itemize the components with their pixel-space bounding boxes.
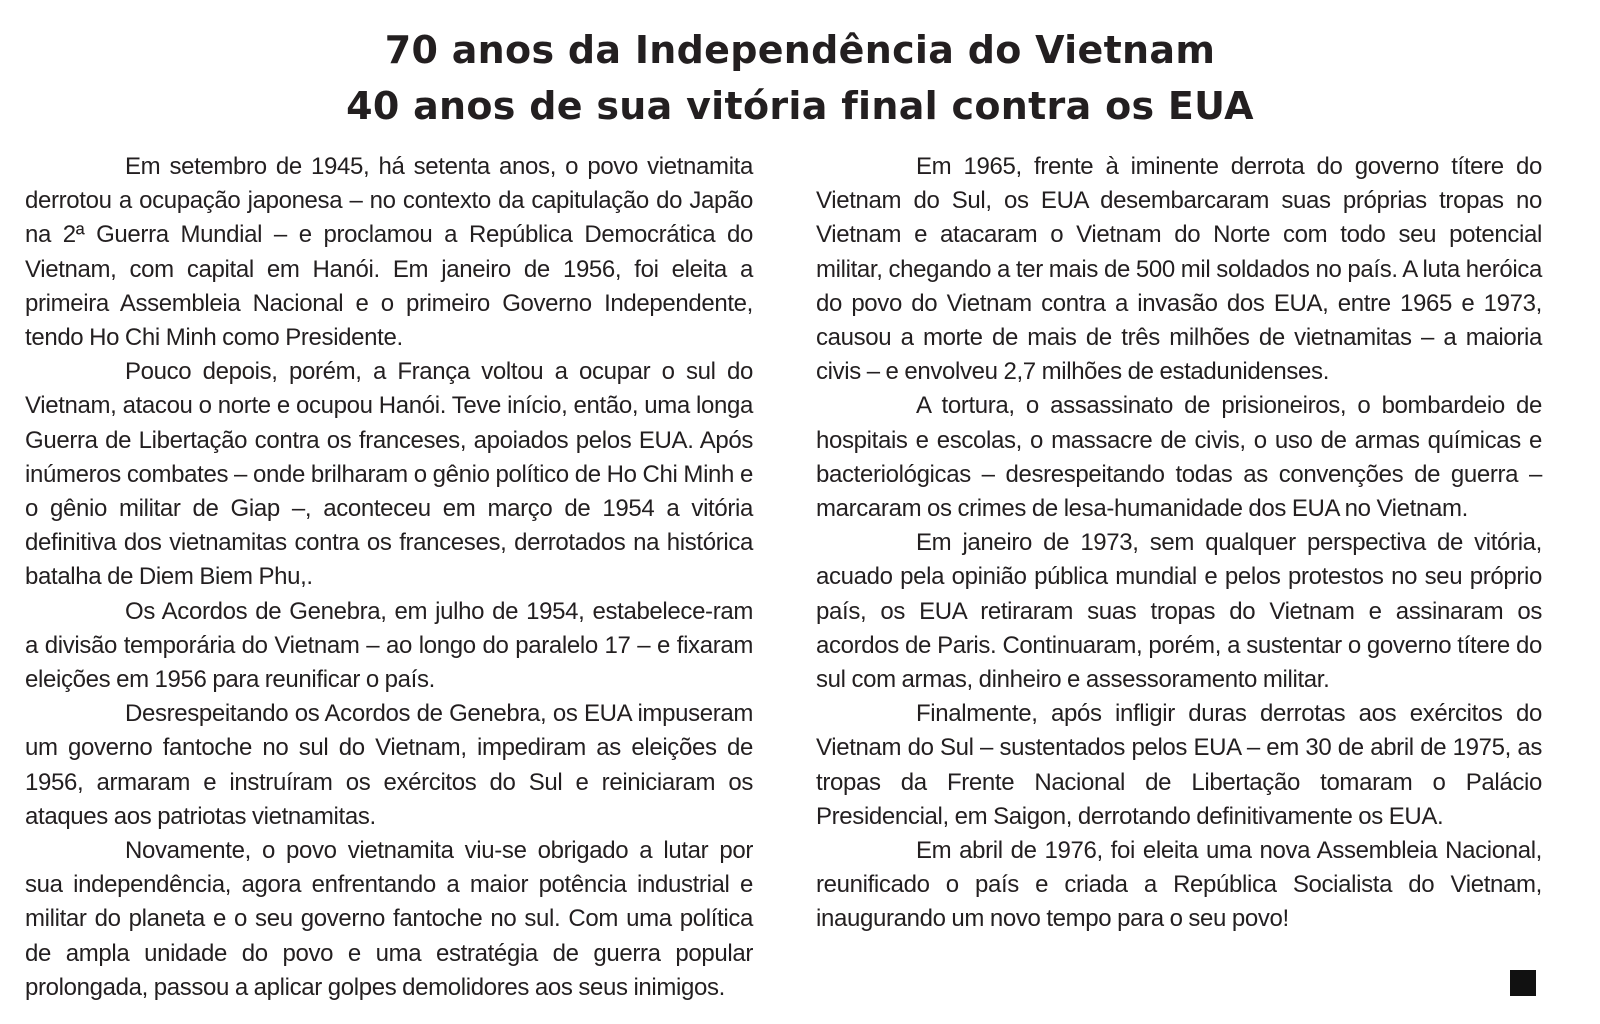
paragraph: Em setembro de 1945, há setenta anos, o povo vietnamita derrotou a ocupação japonesa – no contexto da capitulação do Japão na 2ª Guerra Mundial – e proclamou a República Democrática do Vietnam, com capital em Hanói. Em janeiro de 1956, foi eleita a primeira Assembleia Nacional e o primeiro Governo Independente, tendo Ho Chi Minh como Presidente. bbox=[25, 153, 753, 352]
paragraph: Finalmente, após infligir duras derrotas aos exércitos do Vietnam do Sul – sustentados pelos EUA – em 30 de abril de 1975, as tropas da Frente Nacional de Libertação tomaram o Palácio Presidencial, em Saigon, derrotando definitivamente os EUA. bbox=[816, 700, 1542, 830]
right-column bbox=[816, 150, 1542, 937]
paragraph: Pouco depois, porém, a França voltou a ocupar o sul do Vietnam, atacou o norte e ocupou Hanói. Teve início, então, uma longa Guerra de Libertação contra os franceses, apoiados pelos EUA. Após inúmeros combates – onde brilharam o gênio político de Ho Chi Minh e o gênio militar de Giap –, aconteceu em março de 1954 a vitória definitiva dos vietnamitas contra os franceses, derrotados na histórica batalha de Diem Biem Phu,. bbox=[25, 358, 753, 591]
paragraph: Os Acordos de Genebra, em julho de 1954, estabelece-ram a divisão temporária do Vietnam – ao longo do paralelo 17 – e fixaram eleições em 1956 para reunificar o país. bbox=[25, 597, 753, 694]
left-column bbox=[25, 150, 753, 1005]
paragraph: Desrespeitando os Acordos de Genebra, os EUA impuseram um governo fantoche no sul do Vietnam, impediram as eleições de 1956, armaram e instruíram os exércitos do Sul e reiniciaram os ataques aos patriotas vietnamitas. bbox=[25, 700, 753, 830]
paragraph: A tortura, o assassinato de prisioneiros, o bombardeio de hospitais e escolas, o massacre de civis, o uso de armas químicas e bacteriológicas – desrespeitando todas as convenções de guerra – marcaram os crimes de lesa-humanidade dos EUA no Vietnam. bbox=[816, 392, 1542, 523]
title-line-1: 70 anos da Independência do Vietnam bbox=[384, 28, 1216, 72]
end-of-article-mark bbox=[1510, 970, 1536, 996]
paragraph: Novamente, o povo vietnamita viu-se obrigado a lutar por sua independência, agora enfrentando a maior potência industrial e militar do planeta e o seu governo fantoche no sul. Com uma política de ampla unidade do povo e uma estratégia de guerra popular prolongada, passou a aplicar golpes demolidores aos seus inimigos. bbox=[25, 837, 753, 1001]
paragraph: Em janeiro de 1973, sem qualquer perspectiva de vitória, acuado pela opinião pública mundial e pelos protestos no seu próprio país, os EUA retiraram suas tropas do Vietnam e assinaram os acordos de Paris. Continuaram, porém, a sustentar o governo títere do sul com armas, dinheiro e assessoramento militar. bbox=[816, 529, 1542, 694]
paragraph: Em abril de 1976, foi eleita uma nova Assembleia Nacional, reunificado o país e criada a República Socialista do Vietnam, inaugurando um novo tempo para o seu povo! bbox=[816, 837, 1542, 933]
paragraph: Em 1965, frente à iminente derrota do governo títere do Vietnam do Sul, os EUA desembarcaram suas próprias tropas no Vietnam e atacaram o Vietnam do Norte com todo seu potencial militar, chegando a ter mais de 500 mil soldados no país. A luta heróica do povo do Vietnam contra a invasão dos EUA, entre 1965 e 1973, causou a morte de mais de três milhões de vietnamitas – a maioria civis – e envolveu 2,7 milhões de estadunidenses. bbox=[816, 153, 1542, 386]
article-title bbox=[0, 22, 1600, 134]
title-line-2: 40 anos de sua vitória final contra os EUA bbox=[346, 84, 1254, 128]
